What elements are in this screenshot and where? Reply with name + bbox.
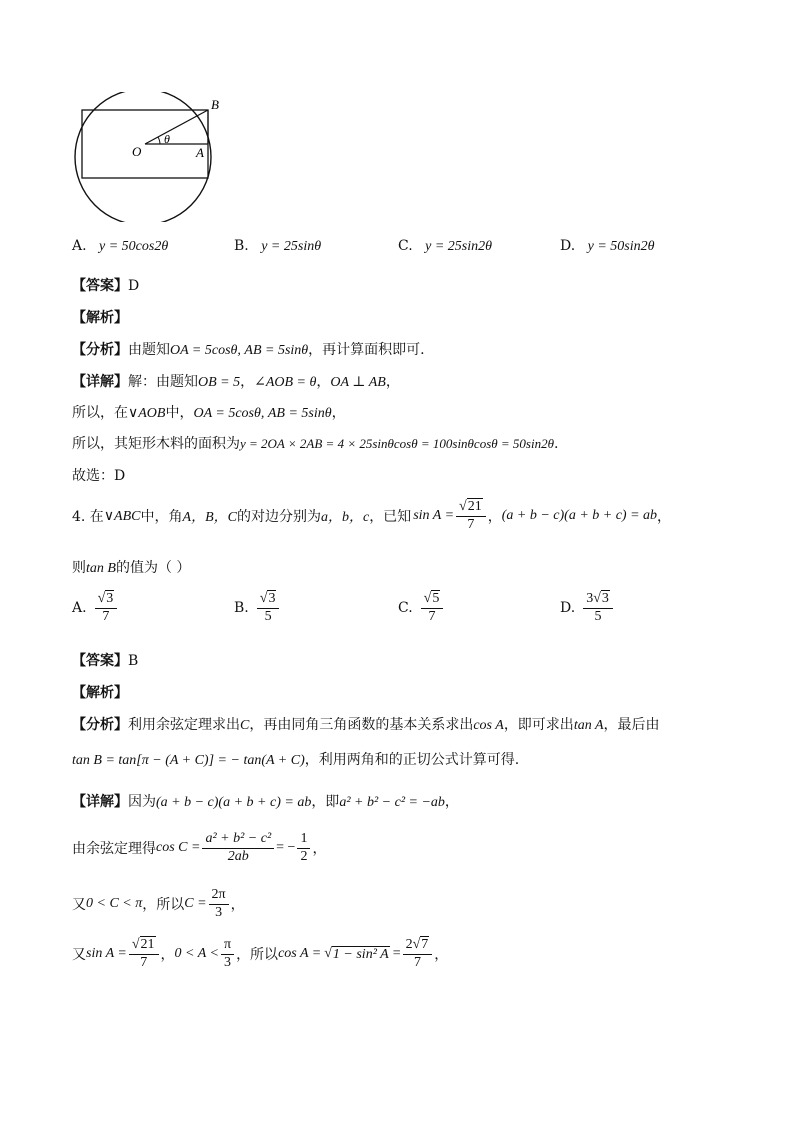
radicand: 7	[421, 937, 429, 952]
q4-option-c	[398, 592, 445, 624]
radicand: 3	[106, 591, 114, 606]
option-expression: y = 50sin2θ	[587, 239, 655, 254]
math: cos A	[473, 718, 504, 733]
numerator: a² + b² − c²	[202, 832, 274, 849]
text: ，利用两角和的正切公式计算可得.	[304, 752, 520, 768]
q3-choose: 故选：D	[72, 468, 126, 484]
math: (a + b − c)(a + b + c) = ab	[501, 508, 658, 524]
denominator: 7	[102, 608, 110, 624]
denominator: 7	[140, 954, 148, 970]
text: ，再由同角三角函数的基本关系求出	[249, 717, 474, 733]
sinA-fraction: $\frac{√21}{7}$	[129, 938, 159, 970]
fenxi-tag: 【分析】	[72, 717, 128, 733]
math: OA ⊥ AB	[330, 375, 386, 390]
text: 利用余弦定理求出	[128, 717, 240, 733]
q4-sinA-line: 又 sin A = $\frac{√21}{7}$ ， 0 < A < $\frac{\pi}{3}$ ，所以 cos A = √ 1 − sin² A = $\frac{2√7}{7}$ ，	[72, 937, 449, 970]
q4-question	[72, 557, 190, 577]
denominator: 7	[413, 954, 421, 970]
math: a² + b² − c² = −ab	[339, 795, 445, 810]
text: ，	[331, 405, 346, 421]
option-fraction: $\frac{√3}{7}$	[95, 592, 118, 624]
option-letter: B.	[234, 600, 249, 617]
detail-tag: 【详解】	[72, 374, 128, 390]
text: 中，角	[140, 509, 183, 526]
text: 所以，其矩形木料的面积为	[72, 436, 240, 452]
answer-value: D	[128, 278, 140, 294]
text: ，已知	[369, 509, 412, 526]
math: = −	[276, 840, 296, 856]
denominator: 2	[300, 848, 308, 864]
text: ，	[444, 794, 459, 810]
q3-detail-line-1	[72, 371, 400, 391]
option-letter: A.	[72, 600, 87, 617]
text: 由余弦定理得	[72, 841, 156, 858]
q3-fenxi	[72, 339, 425, 359]
math: tan B = tan[π − (A + C)] = − tan(A + C)	[72, 753, 305, 768]
circle-rectangle-figure	[60, 92, 240, 222]
text: ，	[230, 897, 245, 914]
math: sin A =	[86, 946, 127, 962]
denominator: 7	[467, 516, 475, 532]
math: A，B，C	[182, 510, 237, 526]
radicand: 3	[268, 591, 276, 606]
radicand: 3	[601, 591, 609, 606]
q4-option-d	[560, 592, 615, 624]
text: ，	[160, 947, 175, 964]
q3-detail-line-2	[72, 402, 346, 422]
text: ，所以	[236, 947, 279, 964]
numerator: 2π	[209, 888, 229, 905]
q3-detail-line-3	[72, 433, 558, 453]
answer-tag: 【答案】	[72, 278, 128, 294]
text: ，最后由	[603, 717, 660, 733]
q4-detail-line-1	[72, 791, 459, 811]
q4-fenxi	[72, 714, 660, 734]
q4-tanB-line	[72, 749, 519, 769]
text: ，	[312, 841, 327, 858]
answer-tag: 【答案】	[72, 653, 128, 669]
math: 0 < A <	[174, 946, 219, 962]
math: OA = 5cosθ, AB = 5sinθ	[170, 343, 309, 358]
math: tan B	[86, 561, 116, 576]
pi-third-fraction	[221, 938, 234, 970]
text: 的值为（ ）	[115, 560, 191, 576]
C-fraction	[209, 888, 229, 920]
math: C	[240, 718, 250, 733]
text: ，所以	[142, 897, 185, 914]
math: ∨AOB	[128, 406, 166, 421]
detail-tag: 【详解】	[72, 794, 128, 810]
denominator: 5	[594, 608, 602, 624]
text: 又	[72, 947, 86, 964]
text: 所以，在	[72, 405, 128, 421]
q3-option-d	[560, 238, 655, 255]
text: 解：由题知	[128, 374, 198, 390]
denominator: 7	[428, 608, 436, 624]
half-fraction	[297, 832, 310, 864]
text: ，即	[311, 794, 340, 810]
denominator: 5	[264, 608, 272, 624]
radicand: 21	[467, 499, 482, 514]
text: 4. 在	[72, 509, 104, 526]
text: .	[553, 436, 559, 452]
option-fraction: $\frac{√5}{7}$	[421, 592, 444, 624]
q4-cosC-line	[72, 832, 326, 864]
q3-option-a	[72, 238, 168, 255]
text: 的对边分别为	[236, 509, 321, 526]
text: 又	[72, 897, 86, 914]
text: ，	[385, 374, 400, 390]
text: ，	[657, 509, 672, 526]
text: 则	[72, 560, 86, 576]
text: 因为	[128, 794, 156, 810]
radicand: 5	[432, 591, 440, 606]
text: ，	[487, 509, 502, 526]
math: OA = 5cosθ, AB = 5sinθ	[193, 406, 332, 421]
q3-analysis-tag: 【解析】	[72, 310, 128, 326]
math: OB = 5	[198, 375, 241, 390]
sinA-fraction: $\frac{√21}{7}$	[456, 500, 486, 532]
segment-OB	[145, 110, 208, 144]
outer-circle	[75, 92, 211, 222]
math: cos C =	[156, 840, 201, 856]
math: ∨ABC	[103, 508, 141, 524]
cosA-fraction: $\frac{2√7}{7}$	[403, 938, 433, 970]
q4-stem	[72, 500, 671, 532]
q4-C-line	[72, 888, 245, 920]
math: y = 2OA × 2AB = 4 × 25sinθcosθ = 100sinθcosθ = 50sin2θ	[240, 436, 554, 451]
q3-answer	[72, 275, 139, 295]
option-fraction: $\frac{3√3}{5}$	[583, 592, 613, 624]
coefficient: 2	[405, 937, 413, 952]
text: ，再计算面积即可.	[308, 342, 425, 358]
option-expression: y = 25sin2θ	[425, 239, 493, 254]
text: 由题知	[128, 342, 170, 358]
numerator: π	[221, 938, 234, 955]
text: ，	[240, 374, 255, 390]
math: sin A =	[413, 508, 455, 524]
math: =	[392, 946, 401, 962]
math: ∠AOB = θ	[254, 375, 317, 390]
coefficient: 3	[586, 591, 594, 606]
text: ，即可求出	[503, 717, 574, 733]
denominator: 3	[215, 904, 223, 920]
label-B: B	[211, 97, 219, 112]
radicand: 1 − sin² A	[332, 946, 389, 962]
math: cos A =	[278, 946, 322, 962]
math: tan A	[573, 718, 604, 733]
option-fraction: $\frac{√3}{5}$	[257, 592, 280, 624]
label-O: O	[132, 144, 142, 159]
q3-option-b	[234, 238, 321, 255]
q3-option-c	[398, 238, 492, 255]
math: a，b，c	[320, 510, 370, 526]
angle-arc	[158, 137, 160, 144]
radicand: 21	[140, 937, 155, 952]
text: ，	[434, 947, 449, 964]
option-letter: C.	[398, 600, 413, 617]
option-letter: D.	[560, 600, 576, 617]
numerator: 1	[297, 832, 310, 849]
q4-option-b	[234, 592, 281, 624]
label-theta: θ	[164, 132, 170, 146]
option-expression: y = 50cos2θ	[99, 239, 169, 254]
option-letter: A.	[72, 238, 87, 254]
option-letter: B.	[234, 238, 249, 254]
cosC-fraction	[202, 832, 274, 864]
denominator: 2ab	[227, 848, 249, 864]
answer-value: B	[128, 653, 139, 669]
text: 中，	[165, 405, 194, 421]
q4-analysis-tag: 【解析】	[72, 685, 128, 701]
math: (a + b − c)(a + b + c) = ab	[156, 795, 312, 810]
option-expression: y = 25sinθ	[261, 239, 322, 254]
option-letter: D.	[560, 238, 576, 254]
denominator: 3	[224, 954, 232, 970]
q4-option-a	[72, 592, 119, 624]
q4-answer	[72, 650, 138, 670]
math: 0 < C < π	[86, 896, 143, 912]
text: ，	[316, 374, 331, 390]
math: C =	[184, 896, 207, 912]
option-letter: C.	[398, 238, 413, 254]
label-A: A	[196, 145, 204, 160]
fenxi-tag: 【分析】	[72, 342, 128, 358]
